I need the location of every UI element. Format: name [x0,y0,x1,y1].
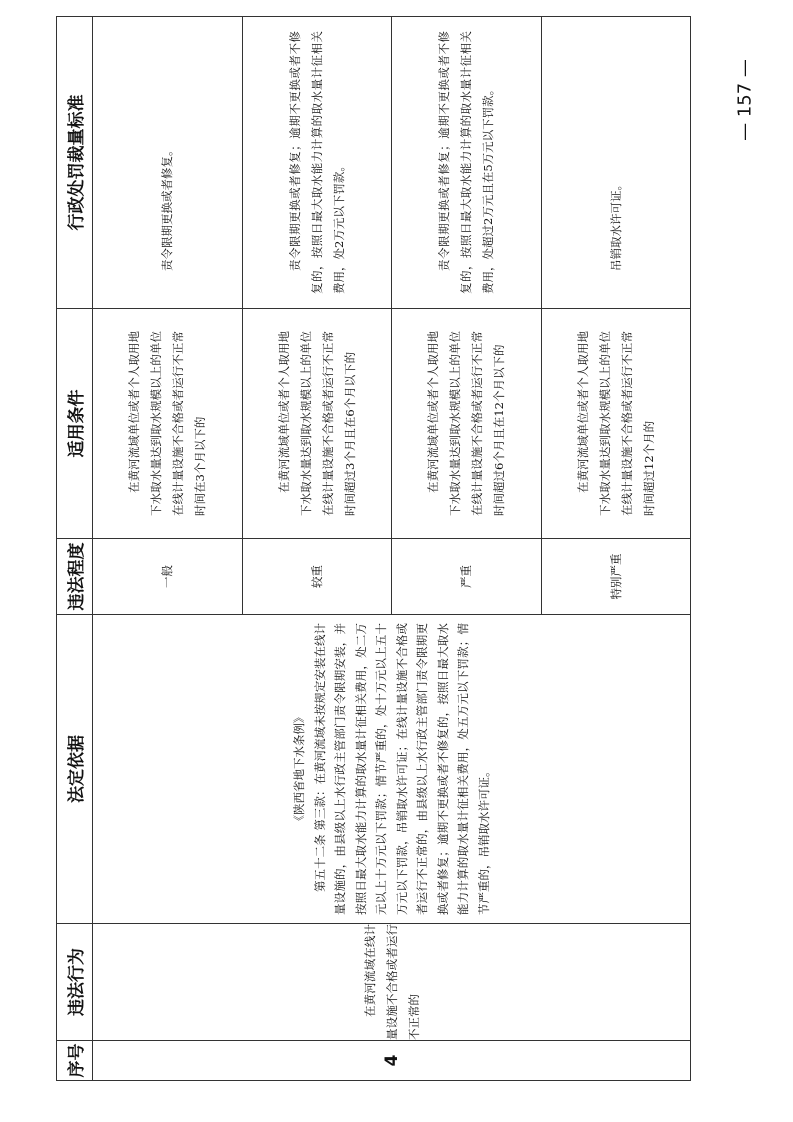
act-text: 在黄河流域在线计量设施不合格或者运行不正常的 [362,924,421,1040]
cell-degree: 严重 [392,539,542,615]
rotated-table-wrapper [56,17,691,1081]
penalty-table [56,16,691,1081]
basis-paragraph: 第五十二条 第三款：在黄河流域未按规定安装在线计量设施的，由县级以上水行政主管部门责令限期安装，并按照日最大取水能力计算的取水量计征相关费用，处二万元以上十万元以下罚款；情节严重的，处十万元以上五十万元以下罚款，吊销取水许可证；在线计量设施不合格或者运行不正常的，由县级以上水行政主管部门责令限期更换或者修复；逾期不更换或者不修复的，按照日最大取水能力计算的取水量计征相关费用，处五万元以下罚款；情节严重的，吊销取水许可证。 [312,623,491,915]
header-standard: 行政处罚裁量标准 [57,17,93,309]
cell-standard [541,17,691,309]
standard-text: 责令限期更换或者修复。 [160,144,175,271]
cell-condition [93,309,243,539]
basis-title: 《陕西省地下水条例》 [292,711,306,827]
basis-text [281,615,502,923]
condition-text: 在黄河流域单位或者个人取用地下水取水量达到取水规模以上的单位在线计量设施不合格或者运行不正常时间超过3个月且在6个月以下的 [276,331,357,516]
table-header-row [57,17,93,1081]
standard-text: 责令限期更换或者修复；逾期不更换或者不修复的，按照日最大取水能力计算的取水量计征相关费用，处2万元以下罚款。 [287,31,346,294]
header-basis: 法定依据 [57,615,93,924]
cell-standard [93,17,243,309]
standard-text: 责令限期更换或者修复；逾期不更换或者不修复的，按照日最大取水能力计算的取水量计征相关费用，处超过2万元且在5万元以下罚款。 [437,31,496,294]
header-act: 违法行为 [57,924,93,1041]
cell-degree: 较重 [242,539,392,615]
header-condition: 适用条件 [57,309,93,539]
page-number-area [698,0,793,1122]
cell-standard [242,17,392,309]
cell-condition [541,309,691,539]
cell-seq: 4 [93,1041,691,1081]
header-degree: 违法程度 [57,539,93,615]
table-row [93,17,243,1081]
cell-condition [392,309,542,539]
cell-standard [392,17,542,309]
condition-text: 在黄河流域单位或者个人取用地下水取水量达到取水规模以上的单位在线计量设施不合格或者运行不正常时间超过12个月的 [575,331,656,516]
cell-condition [242,309,392,539]
cell-act [93,924,691,1041]
condition-text: 在黄河流域单位或者个人取用地下水取水量达到取水规模以上的单位在线计量设施不合格或者运行不正常时间超过6个月且在12个月以下的 [426,331,507,516]
cell-degree: 一般 [93,539,243,615]
document-table-frame [56,17,691,1081]
cell-basis [93,615,691,924]
condition-text: 在黄河流域单位或者个人取用地下水取水量达到取水规模以上的单位在线计量设施不合格或者运行不正常时间在3个月以下的 [127,331,208,516]
page-number: — 157 — [734,59,756,141]
standard-text: 吊销取水许可证。 [608,179,623,271]
header-seq: 序号 [57,1041,93,1081]
cell-degree: 特别严重 [541,539,691,615]
